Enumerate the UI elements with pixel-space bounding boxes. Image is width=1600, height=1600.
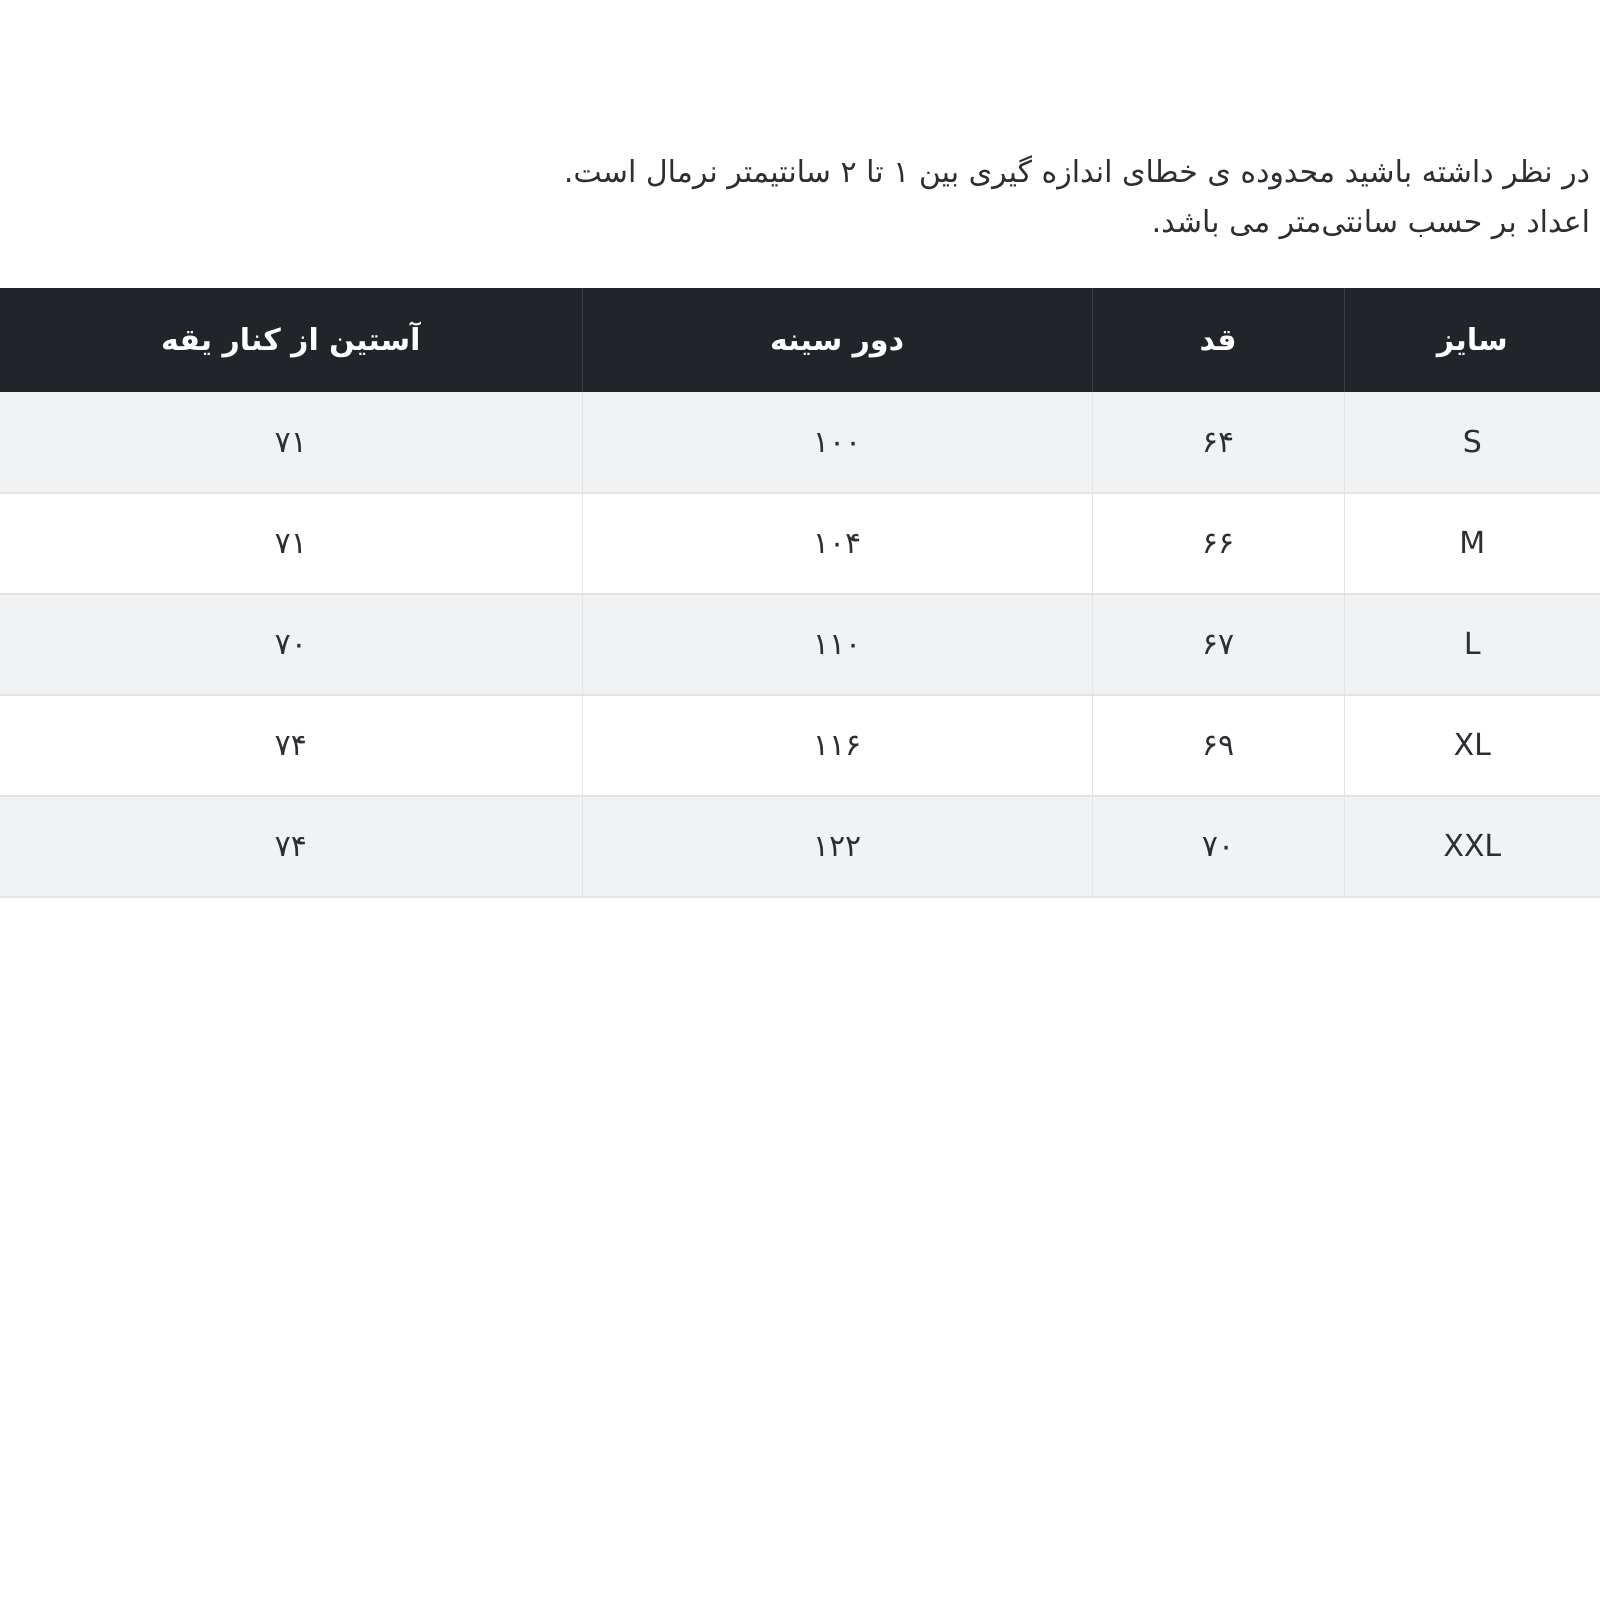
- cell-size: XL: [1344, 695, 1600, 796]
- header-sleeve: آستین از کنار یقه: [0, 288, 582, 392]
- cell-height: ۶۷: [1092, 594, 1344, 695]
- table-row: [0, 392, 1600, 493]
- header-height: قد: [1092, 288, 1344, 392]
- note-units: اعداد بر حسب سانتی‌متر می باشد.: [1151, 205, 1590, 240]
- cell-sleeve: ۷۱: [0, 493, 582, 594]
- cell-sleeve: ۷۰: [0, 594, 582, 695]
- measurement-notes: [390, 148, 1590, 248]
- cell-size: M: [1344, 493, 1600, 594]
- cell-chest: ۱۰۴: [582, 493, 1092, 594]
- cell-height: ۶۶: [1092, 493, 1344, 594]
- table-row: [0, 594, 1600, 695]
- cell-chest: ۱۱۰: [582, 594, 1092, 695]
- cell-chest: ۱۱۶: [582, 695, 1092, 796]
- cell-height: ۶۹: [1092, 695, 1344, 796]
- cell-size: L: [1344, 594, 1600, 695]
- size-chart-table: [0, 288, 1600, 898]
- cell-chest: ۱۰۰: [582, 392, 1092, 493]
- note-tolerance: در نظر داشته باشید محدوده ی خطای اندازه گیری بین ۱ تا ۲ سانتیمتر نرمال است.: [563, 155, 1590, 190]
- cell-sleeve: ۷۴: [0, 796, 582, 897]
- header-chest: دور سینه: [582, 288, 1092, 392]
- table-row: [0, 695, 1600, 796]
- table-row: [0, 493, 1600, 594]
- cell-sleeve: ۷۴: [0, 695, 582, 796]
- cell-height: ۶۴: [1092, 392, 1344, 493]
- cell-size: S: [1344, 392, 1600, 493]
- cell-height: ۷۰: [1092, 796, 1344, 897]
- table-row: [0, 796, 1600, 897]
- cell-sleeve: ۷۱: [0, 392, 582, 493]
- cell-size: XXL: [1344, 796, 1600, 897]
- cell-chest: ۱۲۲: [582, 796, 1092, 897]
- table-header-row: [0, 288, 1600, 392]
- header-size: سایز: [1344, 288, 1600, 392]
